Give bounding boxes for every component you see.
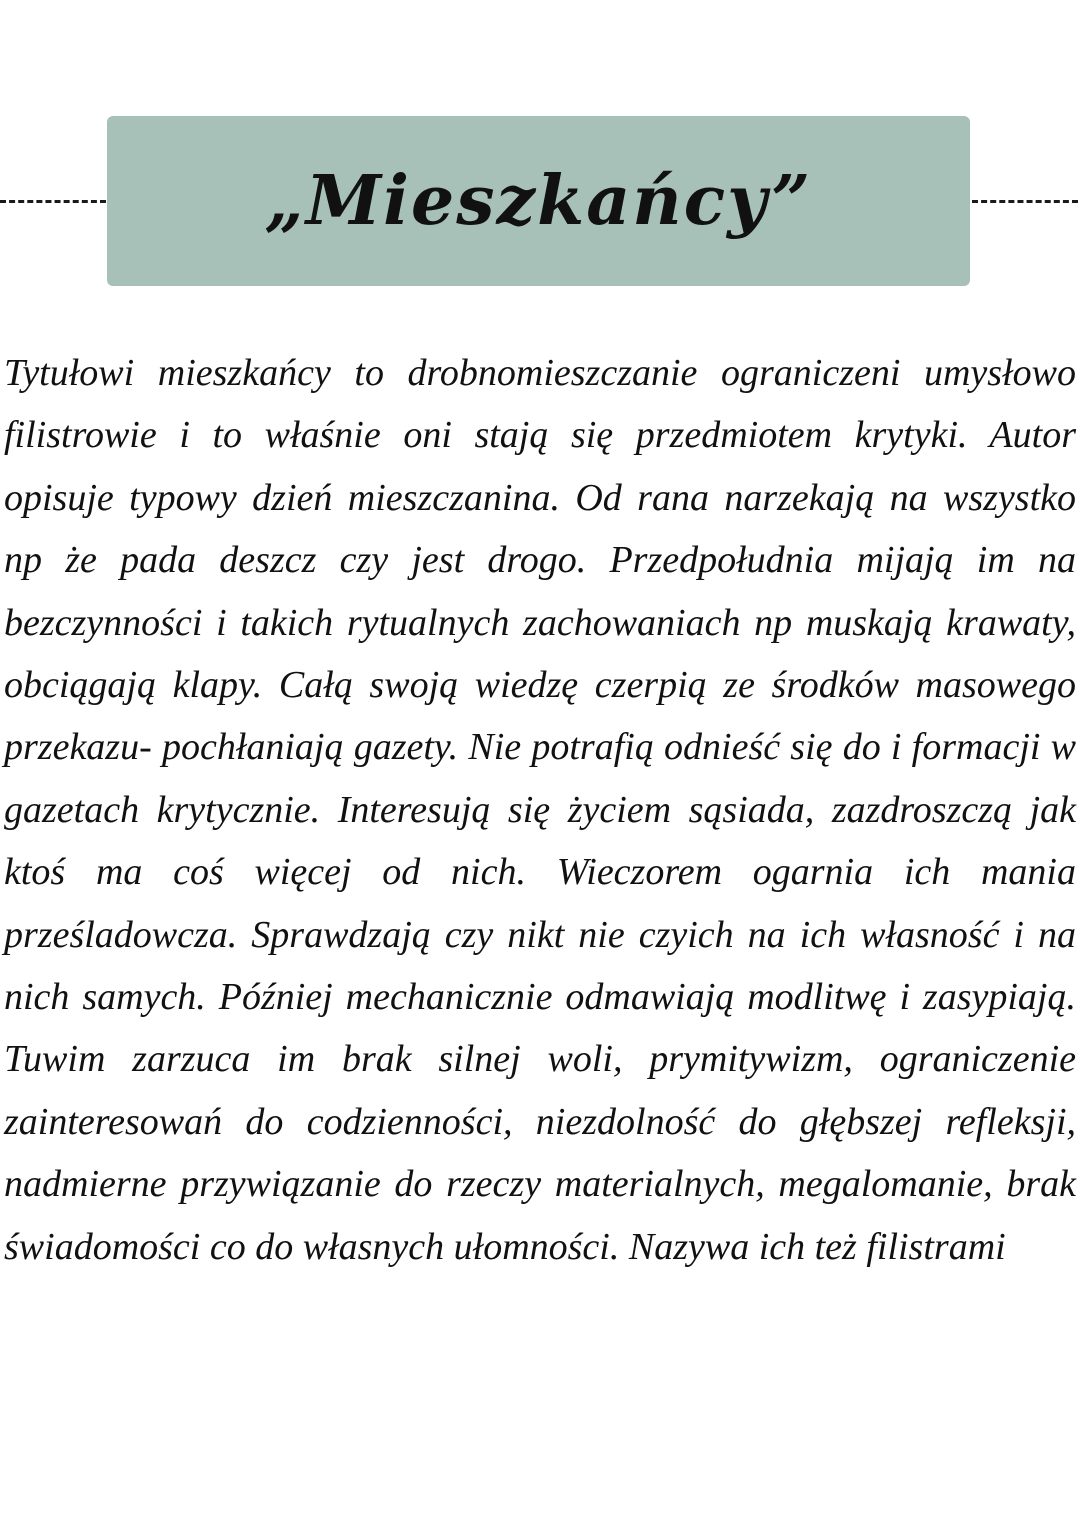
right-dashed-divider	[972, 200, 1078, 203]
body-paragraph: Tytułowi mieszkańcy to drobnomieszczanie ograniczeni umysłowo filistrowie i to właśnie oni stają się przedmiotem krytyki. Autor opisuje typowy dzień mieszczanina. Od rana narzekają na wszystko np że pada deszcz czy jest drogo. Przedpołudnia mijają im na bezczynności i takich rytualnych zachowaniach np muskają krawaty, obciągają klapy. Całą swoją wiedzę czerpią ze środków masowego przekazu- pochłaniają gazety. Nie potrafią odnieść się do i formacji w gazetach krytycznie. Interesują się życiem sąsiada, zazdroszczą jak ktoś ma coś więcej od nich. Wieczorem ogarnia ich mania prześladowcza. Sprawdzają czy nikt nie czyich na ich własność i na nich samych. Później mechanicznie odmawiają modlitwę i zasypiają. Tuwim zarzuca im brak silnej woli, prymitywizm, ograniczenie zainteresowań do codzienności, niezdolność do głębszej refleksji, nadmierne przywiązanie do rzeczy materialnych, megalomanie, brak świadomości co do własnych ułomności. Nazywa ich też filistrami	[4, 352, 1076, 1268]
page-title: „Mieszkańcy”	[264, 161, 813, 241]
left-dashed-divider	[0, 200, 106, 203]
title-banner	[107, 116, 970, 286]
